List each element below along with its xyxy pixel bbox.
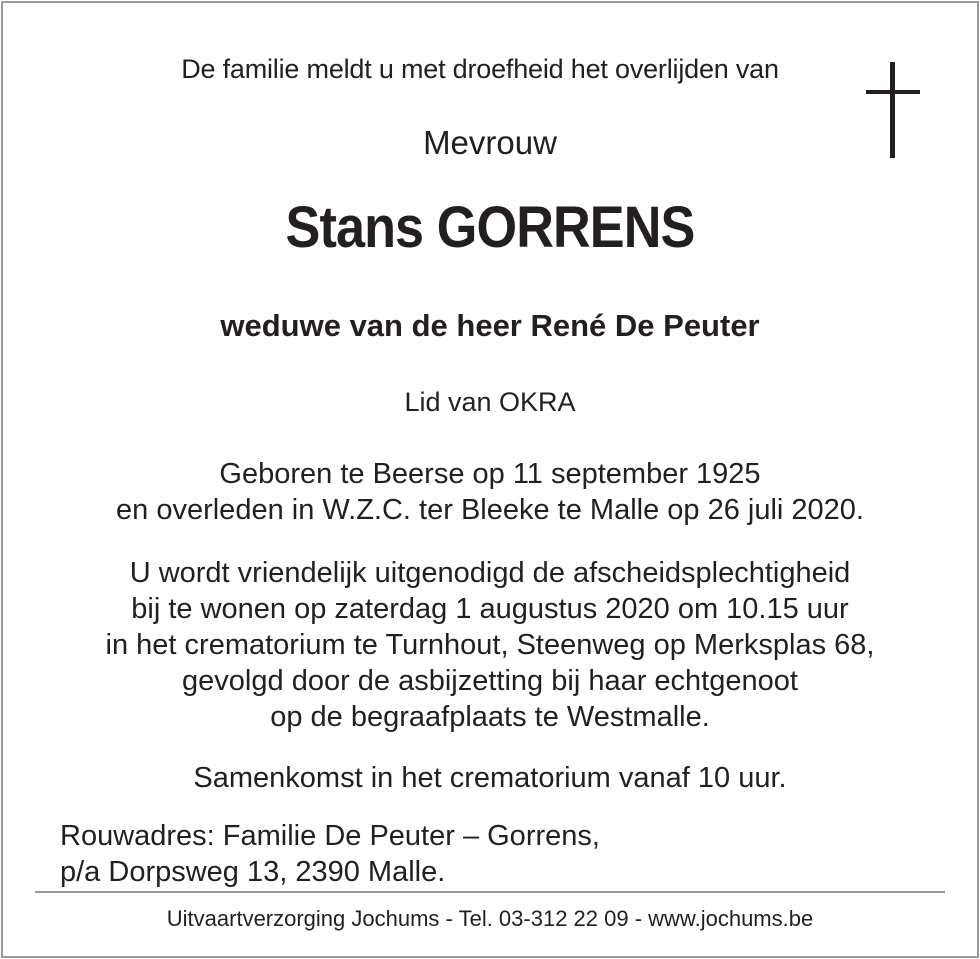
intro-line: De familie meldt u met droefheid het overlijden van <box>181 54 779 84</box>
address-line: p/a Dorpsweg 13, 2390 Malle. <box>60 856 446 888</box>
widow-line: weduwe van de heer René De Peuter <box>220 308 760 343</box>
cross-icon-horizontal-bar <box>866 90 920 94</box>
address-line: Rouwadres: Familie De Peuter – Gorrens, <box>60 820 600 852</box>
birth-line: Geboren te Beerse op 11 september 1925 <box>219 458 761 490</box>
gathering-line: Samenkomst in het crematorium vanaf 10 uur. <box>193 762 787 794</box>
invitation-block <box>0 555 980 735</box>
deceased-name: Stans GORRENS <box>285 195 695 260</box>
birth-death-block <box>0 456 980 528</box>
invitation-line: in het crematorium te Turnhout, Steenweg op Merksplas 68, <box>105 629 875 661</box>
invitation-line: U wordt vriendelijk uitgenodigd de afscheidsplechtigheid <box>129 557 851 589</box>
footer-divider <box>35 891 945 893</box>
mourning-address <box>60 818 600 890</box>
membership-line: Lid van OKRA <box>404 387 576 417</box>
invitation-line: gevolgd door de asbijzetting bij haar echtgenoot <box>182 665 798 697</box>
invitation-line: bij te wonen op zaterdag 1 augustus 2020 om 10.15 uur <box>131 593 849 625</box>
death-line: en overleden in W.Z.C. ter Bleeke te Malle op 26 juli 2020. <box>116 494 864 526</box>
funeral-director-footer: Uitvaartverzorging Jochums - Tel. 03-312 22 09 - www.jochums.be <box>166 906 814 931</box>
invitation-line: op de begraafplaats te Westmalle. <box>270 701 710 733</box>
title-word: Mevrouw <box>423 124 557 161</box>
